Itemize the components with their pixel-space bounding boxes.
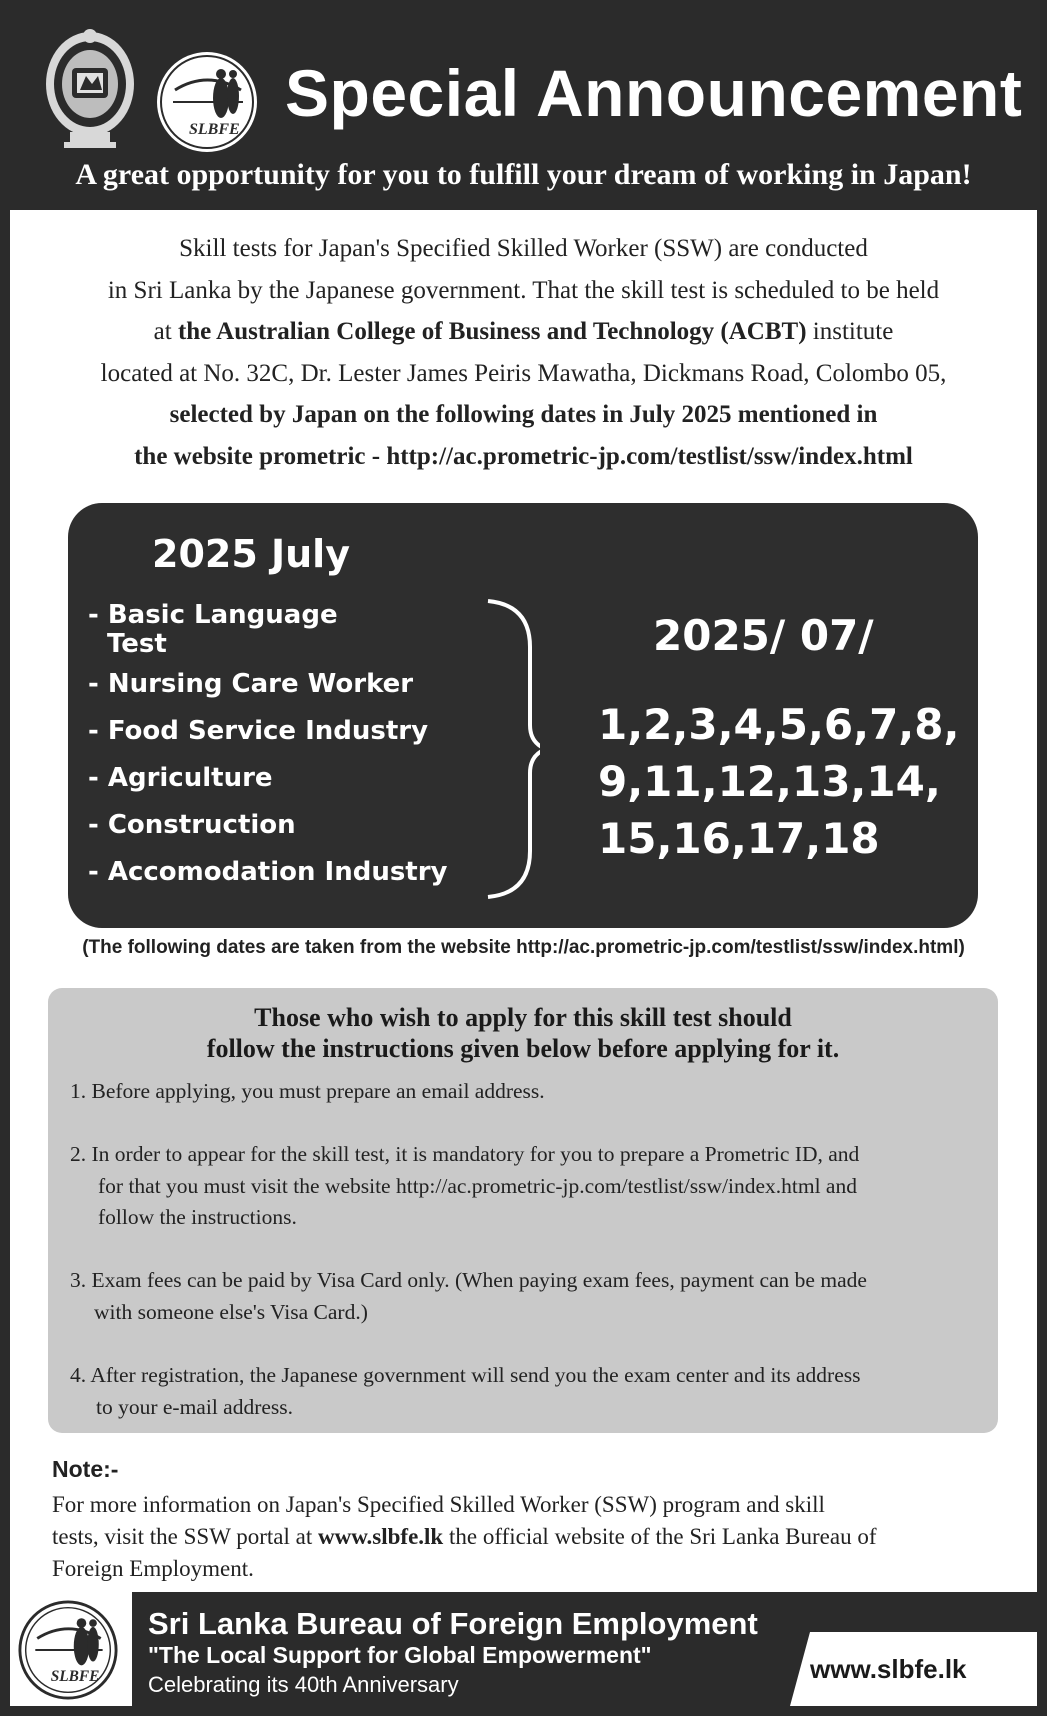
organization-name: Sri Lanka Bureau of Foreign Employment [148,1606,758,1641]
note-body: For more information on Japan's Specified Skilled Worker (SSW) program and skill tests, visit the SSW portal at www.slbfe.lk the official website of the Sri Lanka Bureau of Foreign Employment. [52,1492,877,1581]
instructions-box [48,988,998,1433]
right-brace-icon [456,597,540,901]
intro-line: at the Australian College of Business and Technology (ACBT) institute [153,318,894,345]
schedule-month: 2025 July [152,532,350,576]
intro-line: Skill tests for Japan's Specified Skilled Worker (SSW) are conducted [179,235,868,262]
instruction-step: 2. In order to appear for the skill test, it is mandatory for you to prepare a Prometric ID, and for that you must visit the website http://ac.prometric-jp.com/testlist/ssw/index.html and follow the instructions. [70,1142,860,1229]
date-list-line: 15,16,17,18 [598,814,880,863]
page-title: Special Announcement [285,56,1023,130]
instruction-step: 1. Before applying, you must prepare an email address. [70,1079,545,1103]
intro-link-line[interactable]: the website prometric - http://ac.prometric-jp.com/testlist/ssw/index.html [134,442,913,470]
intro-line: selected by Japan on the following dates in July 2025 mentioned in [169,401,878,428]
category-item: - Construction [88,810,296,840]
category-item: Test [107,629,167,659]
instructions-heading: Those who wish to apply for this skill test should follow the instructions given below before applying for it. [206,1003,840,1063]
instruction-step: 4. After registration, the Japanese government will send you the exam center and its address to your e-mail address. [70,1363,861,1419]
category-item: - Food Service Industry [88,716,429,746]
footer-website-panel [770,1592,1037,1706]
sri-lanka-emblem-icon [42,24,138,150]
date-prefix: 2025/ 07/ [653,611,874,660]
slbfe-logo-icon [155,50,259,154]
date-list-line: 9,11,12,13,14, [598,757,941,806]
schedule-box [68,503,978,928]
intro-line: in Sri Lanka by the Japanese government. That the skill test is scheduled to be held [107,276,940,304]
svg-text:SLBFE: SLBFE [189,121,240,138]
header-banner [0,0,1047,210]
category-item: - Agriculture [88,763,273,793]
intro-line: located at No. 32C, Dr. Lester James Peiris Mawatha, Dickmans Road, Colombo 05, [100,359,947,387]
svg-text:SLBFE: SLBFE [50,1667,100,1685]
footer-website-link[interactable]: www.slbfe.lk [810,1654,967,1684]
anniversary-text: Celebrating its 40th Anniversary [148,1672,459,1697]
category-item: - Accomodation Industry [88,857,448,887]
note-heading: Note:- [52,1456,119,1482]
category-item: - Basic Language [88,600,338,630]
slbfe-logo-icon [18,1600,118,1700]
category-item: - Nursing Care Worker [88,669,414,699]
venue-name: the Australian College of Business and Technology (ACBT) [177,318,807,345]
organization-motto: "The Local Support for Global Empowerment" [148,1642,652,1668]
date-list-line: 1,2,3,4,5,6,7,8, [598,700,960,749]
intro-paragraph [20,228,1027,477]
note-website-link[interactable]: www.slbfe.lk [317,1524,444,1549]
source-note: (The following dates are taken from the website http://ac.prometric-jp.com/testlist/ssw/index.html) [82,937,965,958]
instruction-step: 3. Exam fees can be paid by Visa Card only. (When paying exam fees, payment can be made with someone else's Visa Card.) [70,1268,867,1324]
page-subtitle: A great opportunity for you to fulfill your dream of working in Japan! [75,158,972,191]
footer [10,1592,1037,1706]
